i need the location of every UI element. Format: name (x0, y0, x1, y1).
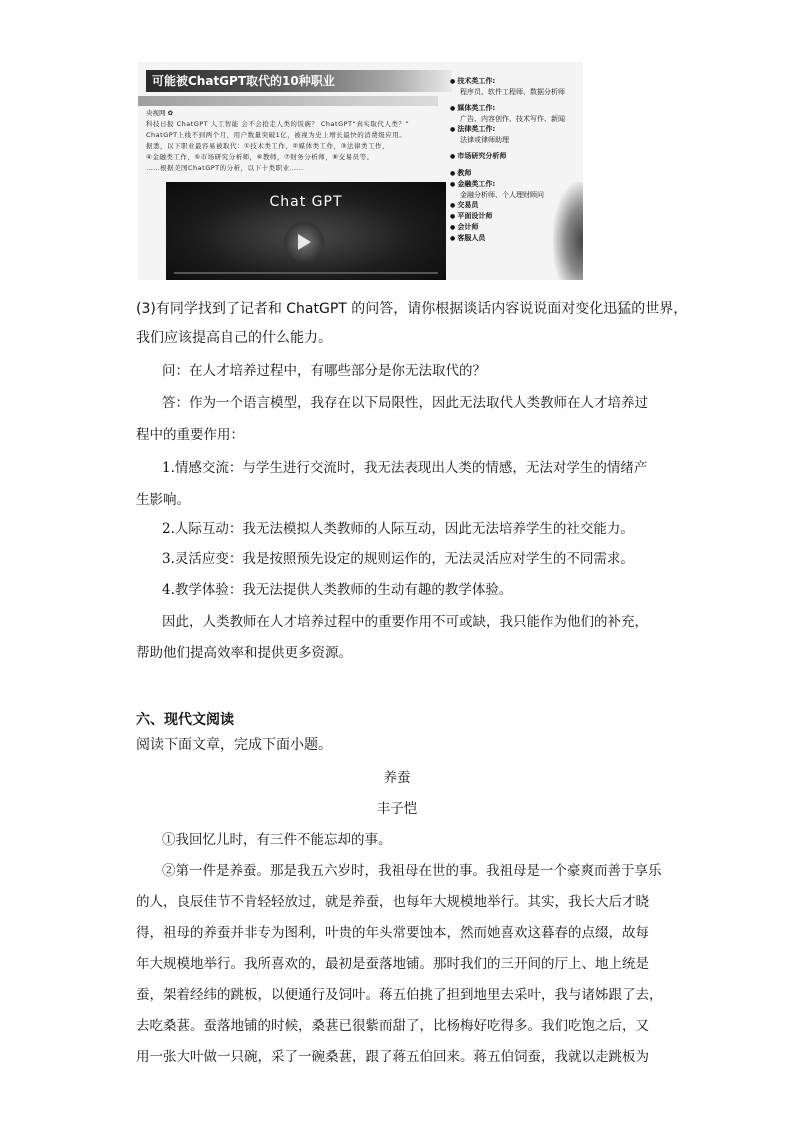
section-instruction: 阅读下面文章，完成下面小题。 (136, 737, 332, 753)
article-line: ④金融类工作，⑤市场研究分析师，⑥教师，⑦财务分析师，⑧交易员等。 (146, 153, 374, 161)
job-desc: 金融分析师、个人理财顾问 (460, 191, 544, 199)
article-author: 丰子恺 (376, 801, 418, 817)
job-category: ● 技术类工作: (450, 76, 580, 87)
paragraph-1: ①我回忆儿时，有三件不能忘却的事。 (162, 832, 392, 848)
question-3-line-1: (3)有同学找到了记者和 ChatGPT 的问答，请你根据谈话内容说说面对变化迅猛的世界， (136, 301, 688, 317)
paragraph-2-line: 蚕，架着经纬的跳板，以便通行及饲叶。蒋五伯挑了担到地里去采叶，我与诸姊跟了去， (136, 987, 663, 1003)
paragraph-2-line: 用一张大叶做一只碗，采了一碗桑葚，跟了蒋五伯回来。蒋五伯饲蚕，我就以走跳板为 (136, 1049, 649, 1065)
paragraph-2-line: 年大规模地举行。我所喜欢的，最初是蚕落地铺。那时我们的三开间的厅上、地上统是 (136, 956, 649, 972)
answer-conclusion-line-1: 因此，人类教师在人才培养过程中的重要作用不可或缺，我只能作为他们的补充， (162, 614, 648, 630)
photo-banner-title: 可能被ChatGPT取代的10种职业 (146, 70, 452, 92)
answer-point-1-line-2: 生影响。 (136, 492, 190, 508)
video-title: Chat GPT (269, 194, 343, 210)
job-desc: 广告、内容创作、技术写作、新闻 (460, 115, 565, 123)
job-desc: 法律或律师助理 (460, 136, 509, 144)
article-title: 养蚕 (383, 770, 411, 786)
job-item: ● 平面设计师 (450, 211, 580, 222)
answer-point-3: 3.灵活应变：我是按照预先设定的规则运作的，无法灵活应对学生的不同需求。 (162, 551, 634, 567)
job-item: ● 客服人员 (450, 233, 580, 244)
answer-point-4: 4.教学体验：我无法提供人类教师的生动有趣的教学体验。 (162, 582, 513, 598)
job-category: ● 金融类工作: (450, 179, 580, 190)
interview-question: 问：在人才培养过程中，有哪些部分是你无法取代的？ (162, 363, 486, 379)
photo-banner-strip (138, 96, 438, 106)
job-category: ● 市场研究分析师 (450, 151, 580, 162)
answer-point-1-line-1: 1.情感交流：与学生进行交流时，我无法表现出人类的情感，无法对学生的情绪产 (162, 460, 648, 476)
section-heading: 六、现代文阅读 (136, 712, 234, 728)
article-line: 科技日报 ChatGPT 人工智能 会不会抢走人类的饭碗？ ChatGPT“真实取代人类？” (146, 120, 410, 128)
answer-conclusion-line-2: 帮助他们提高效率和提供更多资源。 (136, 645, 352, 661)
article-line: 据悉，以下职业最容易被取代：①技术类工作，②媒体类工作，③法律类工作， (146, 142, 389, 150)
job-category: ● 法律类工作: (450, 124, 580, 135)
interview-answer-line-1: 答：作为一个语言模型，我存在以下局限性，因此无法取代人类教师在人才培养过 (162, 395, 648, 411)
job-category: ● 媒体类工作: (450, 103, 580, 114)
paragraph-2-line: 去吃桑葚。蚕落地铺的时候，桑葚已很紫而甜了，比杨梅好吃得多。我们吃饱之后，又 (136, 1018, 649, 1034)
article-line: ChatGPT上线不到两个月，用户数量突破1亿，被视为史上增长最快的消费级应用。 (146, 131, 407, 139)
photo-article-text (146, 108, 446, 178)
job-desc: 程序员、软件工程师、数据分析师 (460, 88, 565, 96)
interview-answer-line-2: 程中的重要作用： (136, 427, 244, 443)
video-progress-bar (174, 272, 438, 274)
job-item: ● 会计师 (450, 222, 580, 233)
paragraph-2-line: 得，祖母的养蚕并非专为图利，叶贵的年头常要蚀本，然而她喜欢这暮春的点缀，故每 (136, 925, 649, 941)
paragraph-2-line: ②第一件是养蚕。那是我五六岁时，我祖母在世的事。我祖母是一个豪爽而善于享乐 (162, 863, 662, 879)
article-line: 央视网 ✿ (146, 109, 174, 117)
job-category: ● 教师 (450, 168, 580, 179)
video-thumbnail (166, 182, 446, 280)
job-item: ● 交易员 (450, 200, 580, 211)
article-line: ……根据美国ChatGPT的分析，以下十类职业…… (146, 164, 304, 172)
question-3-line-2: 我们应该提高自己的什么能力。 (136, 330, 332, 346)
answer-point-2: 2.人际互动：我无法模拟人类教师的人际互动，因此无法培养学生的社交能力。 (162, 521, 634, 537)
play-icon (298, 234, 311, 250)
news-screenshot-photo (138, 62, 583, 280)
paragraph-2-line: 的人，良辰佳节不肯轻轻放过，就是养蚕，也每年大规模地举行。其实，我长大后才晓 (136, 894, 649, 910)
photo-shadow (553, 182, 583, 280)
